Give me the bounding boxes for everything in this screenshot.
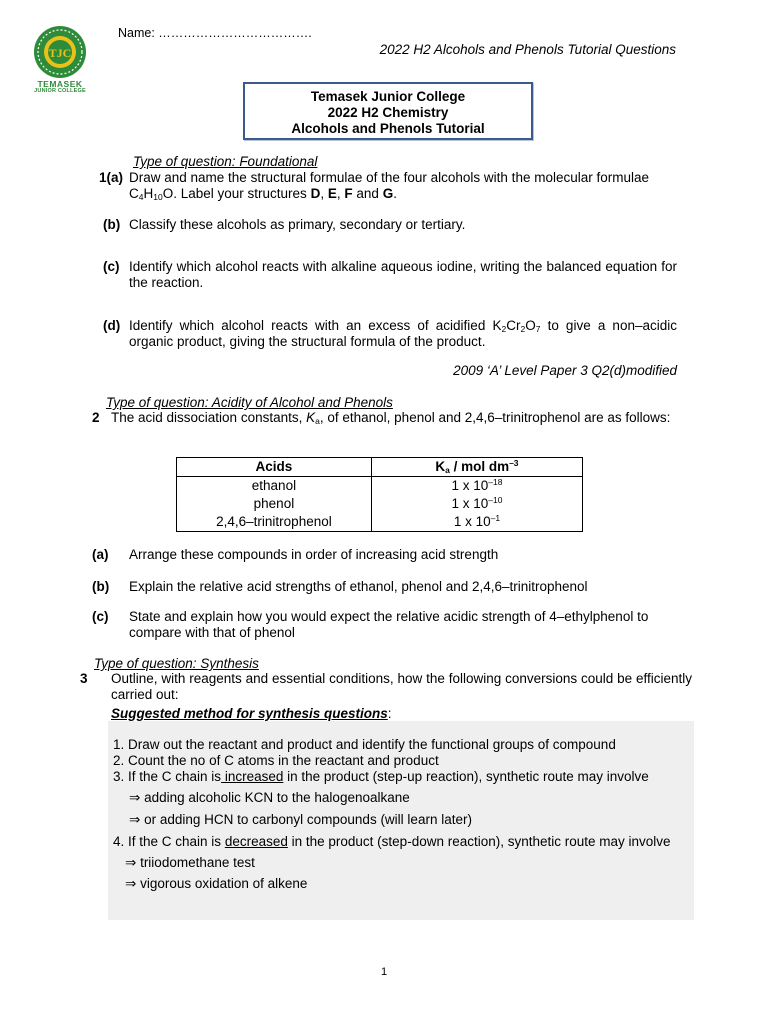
logo-name: TEMASEK xyxy=(37,79,83,89)
step-4-option-2: ⇒ vigorous oxidation of alkene xyxy=(125,876,308,893)
step-4: 4. If the C chain is decreased in the product (step-down reaction), synthetic route may involve xyxy=(113,833,671,849)
implies-arrow-icon: ⇒ xyxy=(129,811,141,828)
q1a-text: Draw and name the structural formulae of the four alcohols with the molecular formulae $C_4H_{10}O$. Label your structures D, E, F and G. xyxy=(129,170,650,202)
step-3: 3. If the C chain is increased in the product (step-up reaction), synthetic route may involve xyxy=(113,768,649,784)
q2b-text: Explain the relative acid strengths of ethanol, phenol and 2,4,6–trinitrophenol xyxy=(129,579,588,594)
table-row xyxy=(177,495,583,513)
table-header-acids: Acids xyxy=(177,458,372,477)
q2c-text: State and explain how you would expect the relative acidic strength of 4–ethylphenol to compare with that of phenol xyxy=(129,609,649,640)
step-2: 2. Count the no of C atoms in the reactant and product xyxy=(113,752,439,768)
q1-source: 2009 ‘A’ Level Paper 3 Q2(d)modified xyxy=(453,363,677,378)
ka-value: 1 x $10^{-18}$ xyxy=(371,477,582,496)
title-box xyxy=(243,82,533,140)
table-row xyxy=(177,513,583,532)
document-header-title: 2022 H2 Alcohols and Phenols Tutorial Questions xyxy=(379,42,676,57)
table-header-row xyxy=(177,458,583,477)
q1d-text: Identify which alcohol reacts with an excess of acidified $K_2Cr_2O_7$ to give a non–acidic organic product, giving the structural formula of the product. xyxy=(129,318,677,349)
q1a-formula: $C_4H_{10}O$ xyxy=(129,185,174,202)
acid-name: phenol xyxy=(177,495,372,513)
q2b-label: (b) xyxy=(92,579,110,594)
q2-type-heading: Type of question: Acidity of Alcohol and Phenols xyxy=(106,395,393,410)
step-3-option-2: ⇒ or adding HCN to carbonyl compounds (will learn later) xyxy=(129,811,472,828)
q1-type-heading: Type of question: Foundational xyxy=(133,154,318,169)
implies-arrow-icon: ⇒ xyxy=(125,854,137,871)
label-e: E xyxy=(327,185,337,201)
q1a-label: 1(a) xyxy=(99,170,124,185)
label-g: G xyxy=(382,185,394,201)
q2-number: 2 xyxy=(92,410,100,425)
page-number: 1 xyxy=(380,966,388,978)
acid-name: ethanol xyxy=(177,477,372,496)
label-d: D xyxy=(310,185,321,201)
q2c-label: (c) xyxy=(92,609,109,624)
acid-name: 2,4,6–trinitrophenol xyxy=(177,513,372,532)
ka-value: 1 x $10^{-1}$ xyxy=(371,513,582,532)
q1c-label: (c) xyxy=(103,259,120,274)
title-line-2: 2022 H2 Chemistry xyxy=(327,105,449,121)
logo-subtitle: JUNIOR COLLEGE xyxy=(34,87,86,94)
q3-type-heading: Type of question: Synthesis xyxy=(94,656,259,671)
q1c-text: Identify which alcohol reacts with alkaline aqueous iodine, writing the balanced equation for the reaction. xyxy=(129,259,677,290)
q2a-label: (a) xyxy=(92,547,109,562)
q1a-text-part1: Draw and name the structural formulae of the four alcohols with the molecular formulae xyxy=(129,170,650,185)
logo-wordmark xyxy=(22,80,98,95)
step-1: 1. Draw out the reactant and product and identify the functional groups of compound xyxy=(113,737,616,752)
label-f: F xyxy=(344,185,353,201)
crest-icon xyxy=(28,24,92,84)
implies-arrow-icon: ⇒ xyxy=(129,789,141,806)
table-header-ka: $K_a$ / mol $dm^{-3}$ xyxy=(371,458,582,477)
q3-number: 3 xyxy=(80,671,88,686)
q3-text: Outline, with reagents and essential conditions, how the following conversions could be efficiently carried out: xyxy=(111,671,692,702)
acid-constants-table xyxy=(176,457,583,532)
name-field-label: Name: ………………………………. xyxy=(118,26,312,40)
table-row xyxy=(177,477,583,496)
q2a-text: Arrange these compounds in order of increasing acid strength xyxy=(129,547,499,562)
q1b-text: Classify these alcohols as primary, secondary or tertiary. xyxy=(129,217,466,232)
suggested-steps xyxy=(113,737,703,893)
step-3-option-1: ⇒ adding alcoholic KCN to the halogenoalkane xyxy=(129,789,410,806)
suggested-method-heading: Suggested method for synthesis questions: xyxy=(111,706,392,721)
dichromate-formula: $K_2Cr_2O_7$ xyxy=(492,318,541,334)
crest-letters: TJC xyxy=(48,46,72,60)
implies-arrow-icon: ⇒ xyxy=(125,876,137,893)
q2-text: The acid dissociation constants, $K_a$, of ethanol, phenol and 2,4,6–trinitrophenol are as follows: xyxy=(111,410,671,426)
title-line-1: Temasek Junior College xyxy=(310,89,466,104)
title-line-3: Alcohols and Phenols Tutorial xyxy=(291,121,485,137)
q1d-label: (d) xyxy=(103,318,121,333)
q1b-label: (b) xyxy=(103,217,121,232)
ka-value: 1 x $10^{-10}$ xyxy=(371,495,582,513)
step-4-option-1: ⇒ triiodomethane test xyxy=(125,854,255,871)
